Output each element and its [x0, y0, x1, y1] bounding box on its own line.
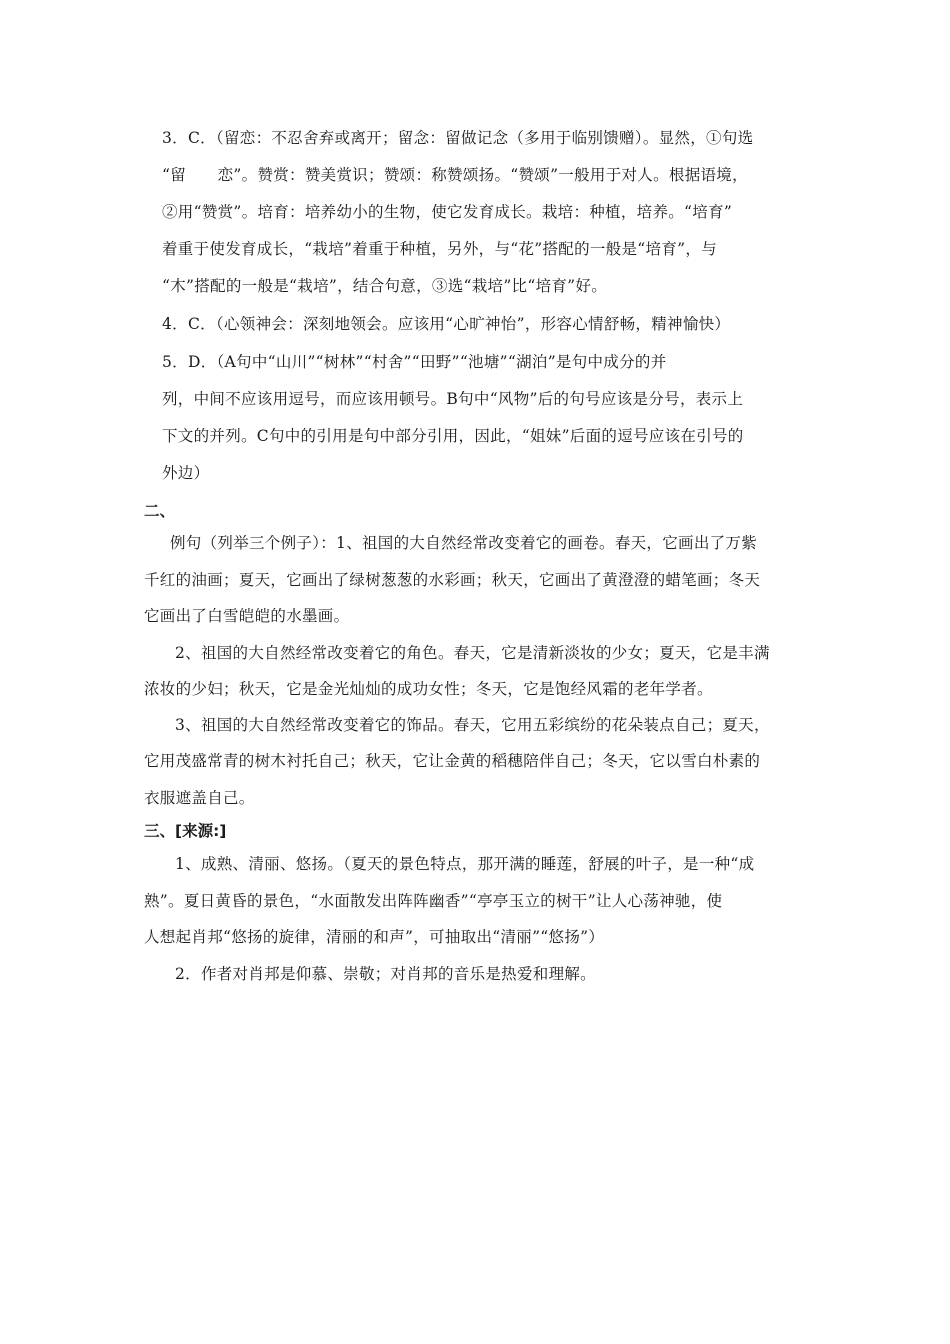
answer-3-line-1: 3．C．（留恋：不忍舍弃或离开；留念：留做记念（多用于临别馈赠）。显然，①句选	[162, 129, 754, 147]
answer-3-line-2: “留 恋”。赞赏：赞美赏识；赞颂：称赞颂扬。“赞颂”一般用于对人。根据语境，	[162, 166, 748, 184]
example-3-line-3: 衣服遮盖自己。	[144, 789, 255, 807]
answer-5-line-4: 外边）	[162, 464, 210, 482]
example-3-line-1: 3、祖国的大自然经常改变着它的饰品。春天，它用五彩缤纷的花朵装点自己；夏天，	[175, 716, 770, 734]
answer-5-line-2: 列，中间不应该用逗号，而应该用顿号。B句中“风物”后的句号应该是分号，表示上	[162, 390, 744, 408]
answer-5-line-1: 5．D．（A句中“山川”“树林”“村舍”“田野”“池塘”“湖泊”是句中成分的并	[162, 353, 667, 371]
example-3-line-2: 它用茂盛常青的树木衬托自己；秋天，它让金黄的稻穗陪伴自己；冬天，它以雪白朴素的	[144, 752, 761, 770]
answer-3-line-5: “木”搭配的一般是“栽培”，结合句意，③选“栽培”比“培育”好。	[162, 277, 607, 295]
section-2-heading: 二、	[144, 502, 176, 520]
answer-3-2-line-1: 2．作者对肖邦是仰慕、崇敬；对肖邦的音乐是热爱和理解。	[175, 965, 596, 983]
answer-3-1-line-1: 1、成熟、清丽、悠扬。（夏天的景色特点，那开满的睡莲，舒展的叶子，是一种“成	[175, 855, 755, 873]
answer-3-line-4: 着重于使发育成长，“栽培”着重于种植，另外，与“花”搭配的一般是“培育”，与	[162, 240, 717, 258]
example-1-line-3: 它画出了白雪皑皑的水墨画。	[144, 607, 350, 625]
section-3-heading: 三、[来源:]	[144, 822, 227, 840]
answer-3-1-line-2: 熟”。夏日黄昏的景色，“水面散发出阵阵幽香”“亭亭玉立的树干”让人心荡神驰，使	[144, 892, 723, 910]
example-2-line-1: 2、祖国的大自然经常改变着它的角色。春天，它是清新淡妆的少女；夏天，它是丰满	[175, 644, 770, 662]
answer-3-line-3: ②用“赞赏”。培育：培养幼小的生物，使它发育成长。栽培：种植，培养。“培育”	[162, 203, 733, 221]
answer-3-1-line-3: 人想起肖邦“悠扬的旋律，清丽的和声”，可抽取出“清丽”“悠扬”）	[144, 928, 605, 946]
example-1-line-1: 例句（列举三个例子）：1、祖国的大自然经常改变着它的画卷。春天，它画出了万紫	[170, 534, 758, 552]
answer-5-line-3: 下文的并列。C句中的引用是句中部分引用，因此，“姐妹”后面的逗号应该在引号的	[162, 427, 744, 445]
example-1-line-2: 千红的油画；夏天，它画出了绿树葱葱的水彩画；秋天，它画出了黄澄澄的蜡笔画；冬天	[144, 571, 761, 589]
answer-4-line-1: 4．C．（心领神会：深刻地领会。应该用“心旷神怡”，形容心情舒畅，精神愉快）	[162, 315, 731, 333]
example-2-line-2: 浓妆的少妇；秋天，它是金光灿灿的成功女性；冬天，它是饱经风霜的老年学者。	[144, 680, 713, 698]
